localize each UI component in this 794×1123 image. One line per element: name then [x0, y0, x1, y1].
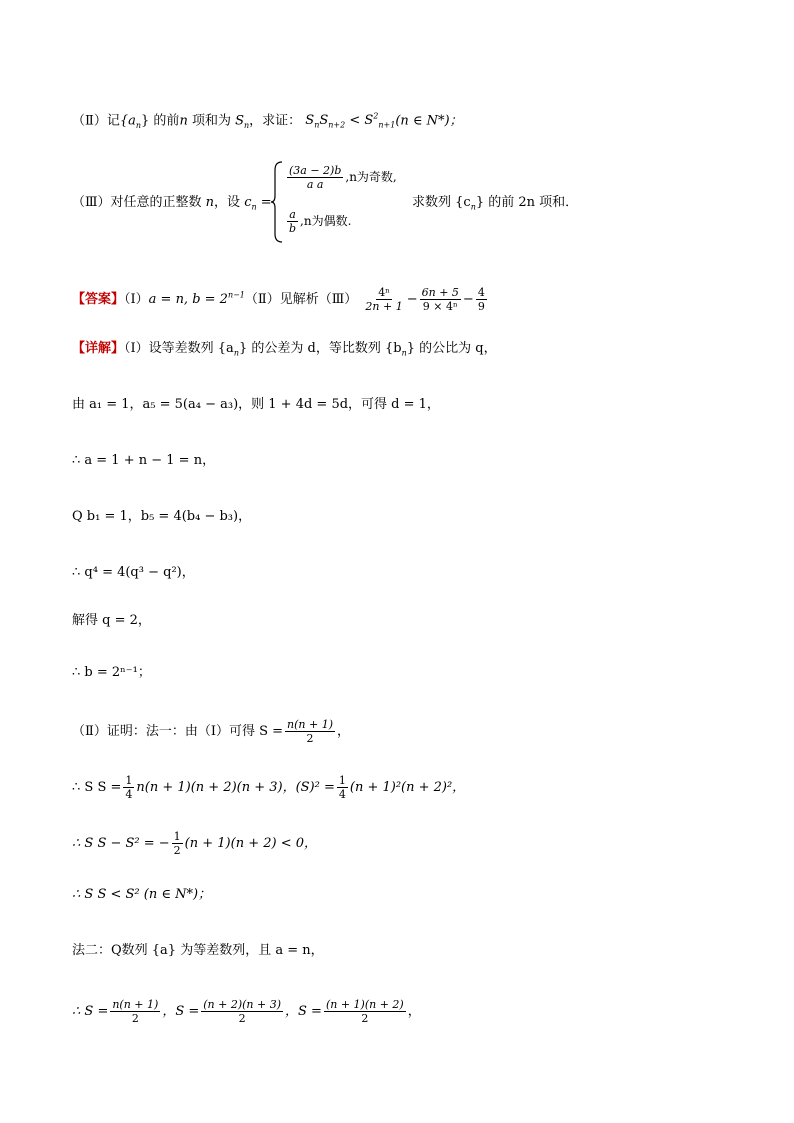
step-9: ∴ S S − S² = − $\frac{1}{2}$ (n + 1)(n + 2) < 0， — [72, 830, 317, 857]
step-10: ∴ S S < S² (n ∈ N*)； — [72, 887, 212, 902]
step-4: ∴ q⁴ = 4(q³ − q²)， — [72, 565, 195, 580]
part-iii-question-tail: 求数列 $\{c_n\}$ 的前 2n 项和． — [412, 195, 579, 212]
step-7: （Ⅱ）证明：法一：由（Ⅰ）可得 S = $\frac{n(n + 1)}{2}$ ， — [72, 718, 351, 745]
piecewise-brace — [270, 160, 284, 244]
piecewise-case-even: $\frac{a}{b}$ ,n为偶数. — [289, 208, 352, 235]
answer-line: 【答案】（Ⅰ）a = n, $b = 2^{n-1}(Ⅱ)$见解析（Ⅲ） $\frac{\text{4ⁿ}}{2n + 1}$ − $\frac{6n + 5}{\text{9 × 4ⁿ}}$ − $\frac{4}{9}$ — [72, 286, 485, 313]
piecewise-case-odd: $\frac{(3a - 2)b}{\text{a a}}$ ,n为奇数, — [289, 164, 397, 191]
part-ii-question: （Ⅱ）记$\{a_n\}$ 的前n 项和为 $S_n$，求证： $S_nS_{n+2} < S^2_{n+1}(n$ ∈ N*)； — [72, 112, 463, 130]
step-12: ∴ S = $\frac{n(n + 1)}{2}$ ，S = $\frac{(n + 2)(n + 3)}{2}$ ，S = $\frac{(n + 1)(n + 2)}{2}$ ， — [72, 998, 421, 1025]
step-8: ∴ S S = $\frac{1}{4}$ n(n + 1)(n + 2)(n + 3)，(S)² = $\frac{1}{4}$ (n + 1)²(n + 2)²， — [72, 774, 466, 801]
detail-line: 【详解】（Ⅰ）设等差数列 $\{a_n\}$ 的公差为 d，等比数列 $\{b_n\}$ 的公比为 q， — [72, 341, 497, 358]
step-6: ∴ b = 2ⁿ⁻¹； — [72, 665, 151, 680]
step-11: 法二：Q数列 {a} 为等差数列，且 a = n， — [72, 943, 324, 958]
step-2: ∴ a = 1 + n − 1 = n， — [72, 453, 216, 468]
step-3: Q b₁ = 1，b₅ = 4(b₄ − b₃)， — [72, 509, 252, 524]
step-1: 由 a₁ = 1，a₅ = 5(a₄ − a₃)，则 1 + 4d = 5d，可得 d = 1， — [72, 397, 440, 412]
part-iii-question: （Ⅲ）对任意的正整数 n，设 $c_n$ = — [72, 195, 272, 212]
step-5: 解得 q = 2， — [72, 613, 151, 628]
